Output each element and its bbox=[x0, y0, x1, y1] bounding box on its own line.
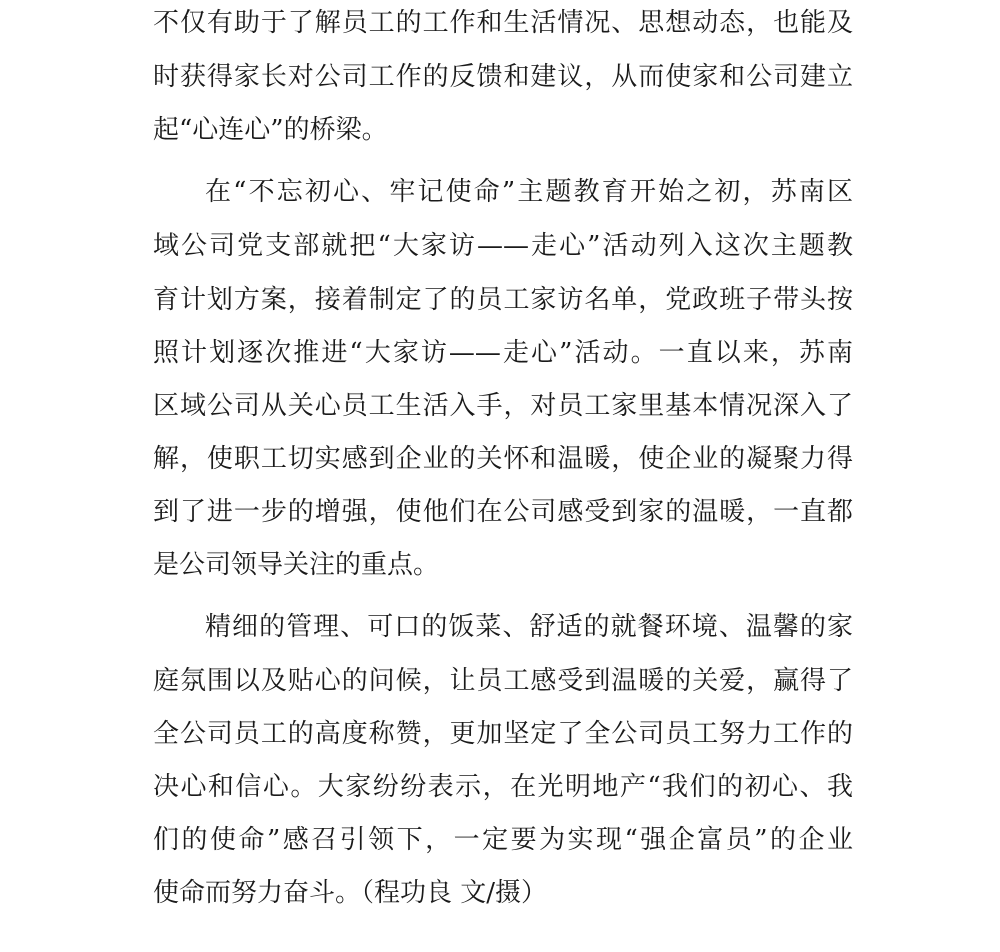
paragraph-1-line-3: 起“心连心”的桥梁。 bbox=[153, 115, 388, 145]
paragraph-2-line-5: 区域公司从关心员工生活入手，对员工家里基本情况深入了 bbox=[153, 391, 853, 421]
paragraph-2-line-1: 在“不忘初心、牢记使命”主题教育开始之初，苏南区 bbox=[205, 177, 853, 207]
paragraph-3-line-1: 精细的管理、可口的饭菜、舒适的就餐环境、温馨的家 bbox=[205, 612, 853, 642]
paragraph-2-line-4: 照计划逐次推进“大家访——走心”活动。一直以来，苏南 bbox=[153, 338, 853, 368]
paragraph-2-line-3: 育计划方案，接着制定了的员工家访名单，党政班子带头按 bbox=[153, 285, 853, 315]
paragraph-2-line-2: 域公司党支部就把“大家访——走心”活动列入这次主题教 bbox=[153, 231, 853, 261]
paragraph-2-line-7: 到了进一步的增强，使他们在公司感受到家的温暖，一直都 bbox=[153, 497, 853, 527]
paragraph-2-line-6: 解，使职工切实感到企业的关怀和温暖，使企业的凝聚力得 bbox=[153, 444, 853, 474]
paragraph-1-line-1: 不仅有助于了解员工的工作和生活情况、思想动态，也能及 bbox=[153, 8, 853, 38]
paragraph-3-line-5: 们的使命”感召引领下，一定要为实现“强企富员”的企业 bbox=[153, 825, 853, 855]
paragraph-3-line-3: 全公司员工的高度称赞，更加坚定了全公司员工努力工作的 bbox=[153, 719, 853, 749]
paragraph-3-line-6: 使命而努力奋斗。（程功良 文/摄） bbox=[153, 878, 548, 908]
paragraph-2-line-8: 是公司领导关注的重点。 bbox=[153, 550, 440, 580]
paragraph-3-line-2: 庭氛围以及贴心的问候，让员工感受到温暖的关爱，赢得了 bbox=[153, 666, 853, 696]
paragraph-1-line-2: 时获得家长对公司工作的反馈和建议，从而使家和公司建立 bbox=[153, 62, 853, 92]
paragraph-3-line-4: 决心和信心。大家纷纷表示，在光明地产“我们的初心、我 bbox=[153, 772, 853, 802]
